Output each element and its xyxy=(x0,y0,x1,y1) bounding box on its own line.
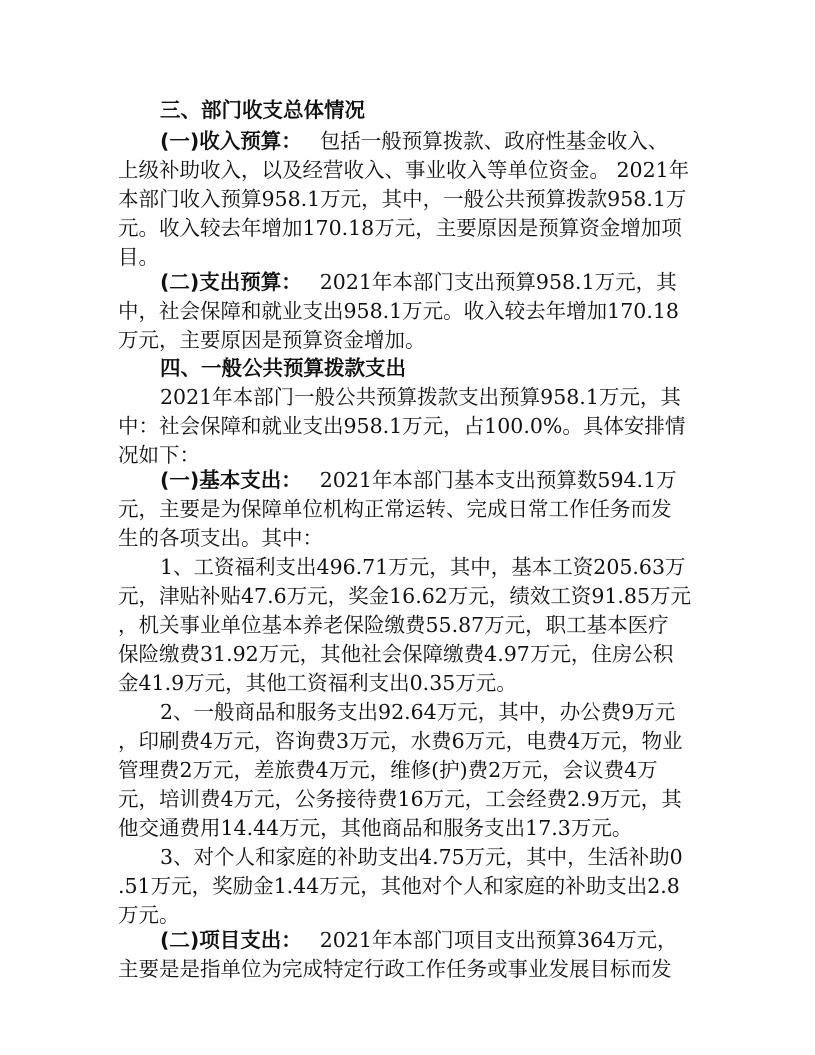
item2-line4: 元，培训费4万元，公务接待费16万元，工会经费2.9万元，其 xyxy=(118,787,682,811)
expense-text: 2021年本部门支出预算958.1万元，其 xyxy=(319,270,677,294)
intro-line2: 中：社会保障和就业支出958.1万元，占100.0%。具体安排情 xyxy=(118,414,686,438)
intro-line3: 况如下： xyxy=(118,443,200,467)
item2-line2: ，印刷费4万元，咨询费3万元，水费6万元，电费4万元，物业 xyxy=(118,729,683,753)
expense-line3: 万元，主要原因是预算资金增加。 xyxy=(118,328,426,352)
project-line2: 主要是是指单位为完成特定行政工作任务或事业发展目标而发 xyxy=(118,957,672,981)
intro-line1: 2021年本部门一般公共预算拨款支出预算958.1万元，其 xyxy=(160,385,681,409)
project-label: (二)项目支出： xyxy=(160,928,302,952)
item3-line3: 万元。 xyxy=(118,903,180,927)
item3-line1: 3、对个人和家庭的补助支出4.75万元，其中，生活补助0 xyxy=(160,845,683,869)
item3-line2: .51万元，奖励金1.44万元，其他对个人和家庭的补助支出2.8 xyxy=(118,874,680,898)
expense-line2: 中，社会保障和就业支出958.1万元。收入较去年增加170.18 xyxy=(118,299,679,323)
expense-paragraph-line1 xyxy=(160,267,677,297)
project-text: 2021年本部门项目支出预算364万元， xyxy=(319,928,678,952)
item1-line3: ，机关事业单位基本养老保险缴费55.87万元，职工基本医疗 xyxy=(118,613,669,637)
item1-line5: 金41.9万元，其他工资福利支出0.35万元。 xyxy=(118,671,517,695)
item1-line4: 保险缴费31.92万元，其他社会保障缴费4.97万元，住房公积 xyxy=(118,642,674,666)
income-line5: 目。 xyxy=(118,245,159,269)
basic-line2: 元，主要是为保障单位机构正常运转、完成日常工作任务而发 xyxy=(118,497,672,521)
income-text: 包括一般预算拨款、政府性基金收入、 xyxy=(319,129,669,153)
project-paragraph-line1 xyxy=(160,925,678,955)
basic-label: (一)基本支出： xyxy=(160,468,302,492)
income-line3: 本部门收入预算958.1万元，其中，一般公共预算拨款958.1万 xyxy=(118,187,687,211)
basic-line3: 生的各项支出。其中： xyxy=(118,526,323,550)
income-paragraph-line1 xyxy=(160,126,668,156)
section3-heading: 三、部门收支总体情况 xyxy=(160,98,365,122)
item1-line1: 1、工资福利支出496.71万元，其中，基本工资205.63万 xyxy=(160,555,686,579)
item2-line1: 2、一般商品和服务支出92.64万元，其中，办公费9万元 xyxy=(160,700,676,724)
section4-heading: 四、一般公共预算拨款支出 xyxy=(160,356,406,380)
income-line2: 上级补助收入，以及经营收入、事业收入等单位资金。 2021年 xyxy=(118,158,690,182)
expense-label: (二)支出预算： xyxy=(160,270,302,294)
item2-line5: 他交通费用14.44万元，其他商品和服务支出17.3万元。 xyxy=(118,816,633,840)
income-line4: 元。收入较去年增加170.18万元，主要原因是预算资金增加项 xyxy=(118,216,682,240)
basic-text: 2021年本部门基本支出预算数594.1万 xyxy=(319,468,677,492)
item2-line3: 管理费2万元，差旅费4万元，维修(护)费2万元，会议费4万 xyxy=(118,758,658,782)
basic-paragraph-line1 xyxy=(160,465,677,495)
item1-line2: 元，津贴补贴47.6万元，奖金16.62万元，绩效工资91.85万元 xyxy=(118,584,692,608)
income-label: (一)收入预算： xyxy=(160,129,302,153)
